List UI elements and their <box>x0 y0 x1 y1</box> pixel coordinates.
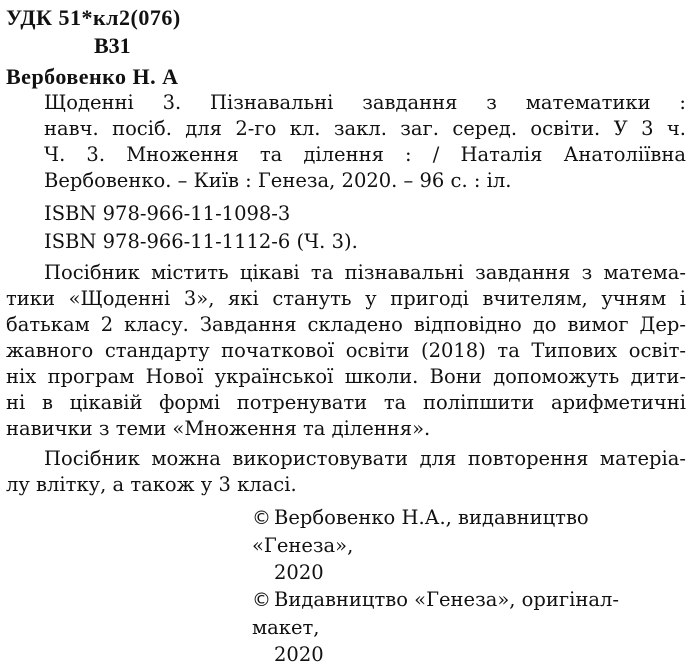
annotation-line: Посібник містить цікаві та пізнавальні завдання з матема- <box>44 261 686 284</box>
copyright-year: 2020 <box>274 561 324 584</box>
annotation-line: ні в цікавій формі потренувати та поліпшити арифметичні <box>6 391 686 414</box>
bbk-code: В31 <box>94 33 131 58</box>
annotation-line: тики «Щоденні 3», які стануть у пригоді вчителям, учням і <box>6 287 686 310</box>
annotation-line: Посібник можна використовувати для повторення матеріа- <box>44 447 686 470</box>
copyright-entry <box>252 504 686 586</box>
bibliographic-description <box>6 90 686 194</box>
annotation-line: ніх програм Нової української школи. Вони допоможуть дити- <box>6 365 686 388</box>
copyright-icon: © <box>252 507 271 529</box>
annotation-line: лу влітку, а також у 3 класі. <box>6 473 297 496</box>
copyright-text: Вербовенко Н.А., видавництво «Генеза», <box>252 506 589 557</box>
annotation <box>6 260 686 498</box>
isbn-block <box>6 200 686 256</box>
annotation-line: батькам 2 класу. Завдання складено відповідно до вимог Дер- <box>6 313 686 336</box>
biblio-line: Вербовенко. – Київ : Генеза, 2020. – 96 с. : іл. <box>44 169 512 192</box>
annotation-line: навички з теми «Множення та ділення». <box>6 417 431 440</box>
biblio-line: навч. посіб. для 2-го кл. закл. заг. серед. освіти. У 3 ч. <box>44 117 686 140</box>
udk-code: УДК 51*кл2(076) <box>6 5 181 30</box>
copyright-year: 2020 <box>274 643 324 666</box>
isbn-general: ISBN 978-966-11-1098-3 <box>44 202 291 225</box>
annotation-paragraph <box>6 260 686 442</box>
copyright-entry <box>252 586 686 668</box>
author-heading: Вербовенко Н. А <box>6 64 179 89</box>
copyright-icon: © <box>252 589 271 611</box>
annotation-line: жавного стандарту початкової освіти (2018) та Типових освіт- <box>6 339 686 362</box>
biblio-line: Щоденні 3. Пізнавальні завдання з математики : <box>44 91 686 114</box>
copyright-text: Видавництво «Генеза», оригінал-макет, <box>252 588 619 639</box>
biblio-line: Ч. 3. Множення та ділення : / Наталія Анатоліївна <box>44 143 686 166</box>
copyright-block <box>6 504 686 668</box>
annotation-paragraph <box>6 446 686 498</box>
isbn-part: ISBN 978-966-11-1112-6 (Ч. 3). <box>44 230 358 253</box>
